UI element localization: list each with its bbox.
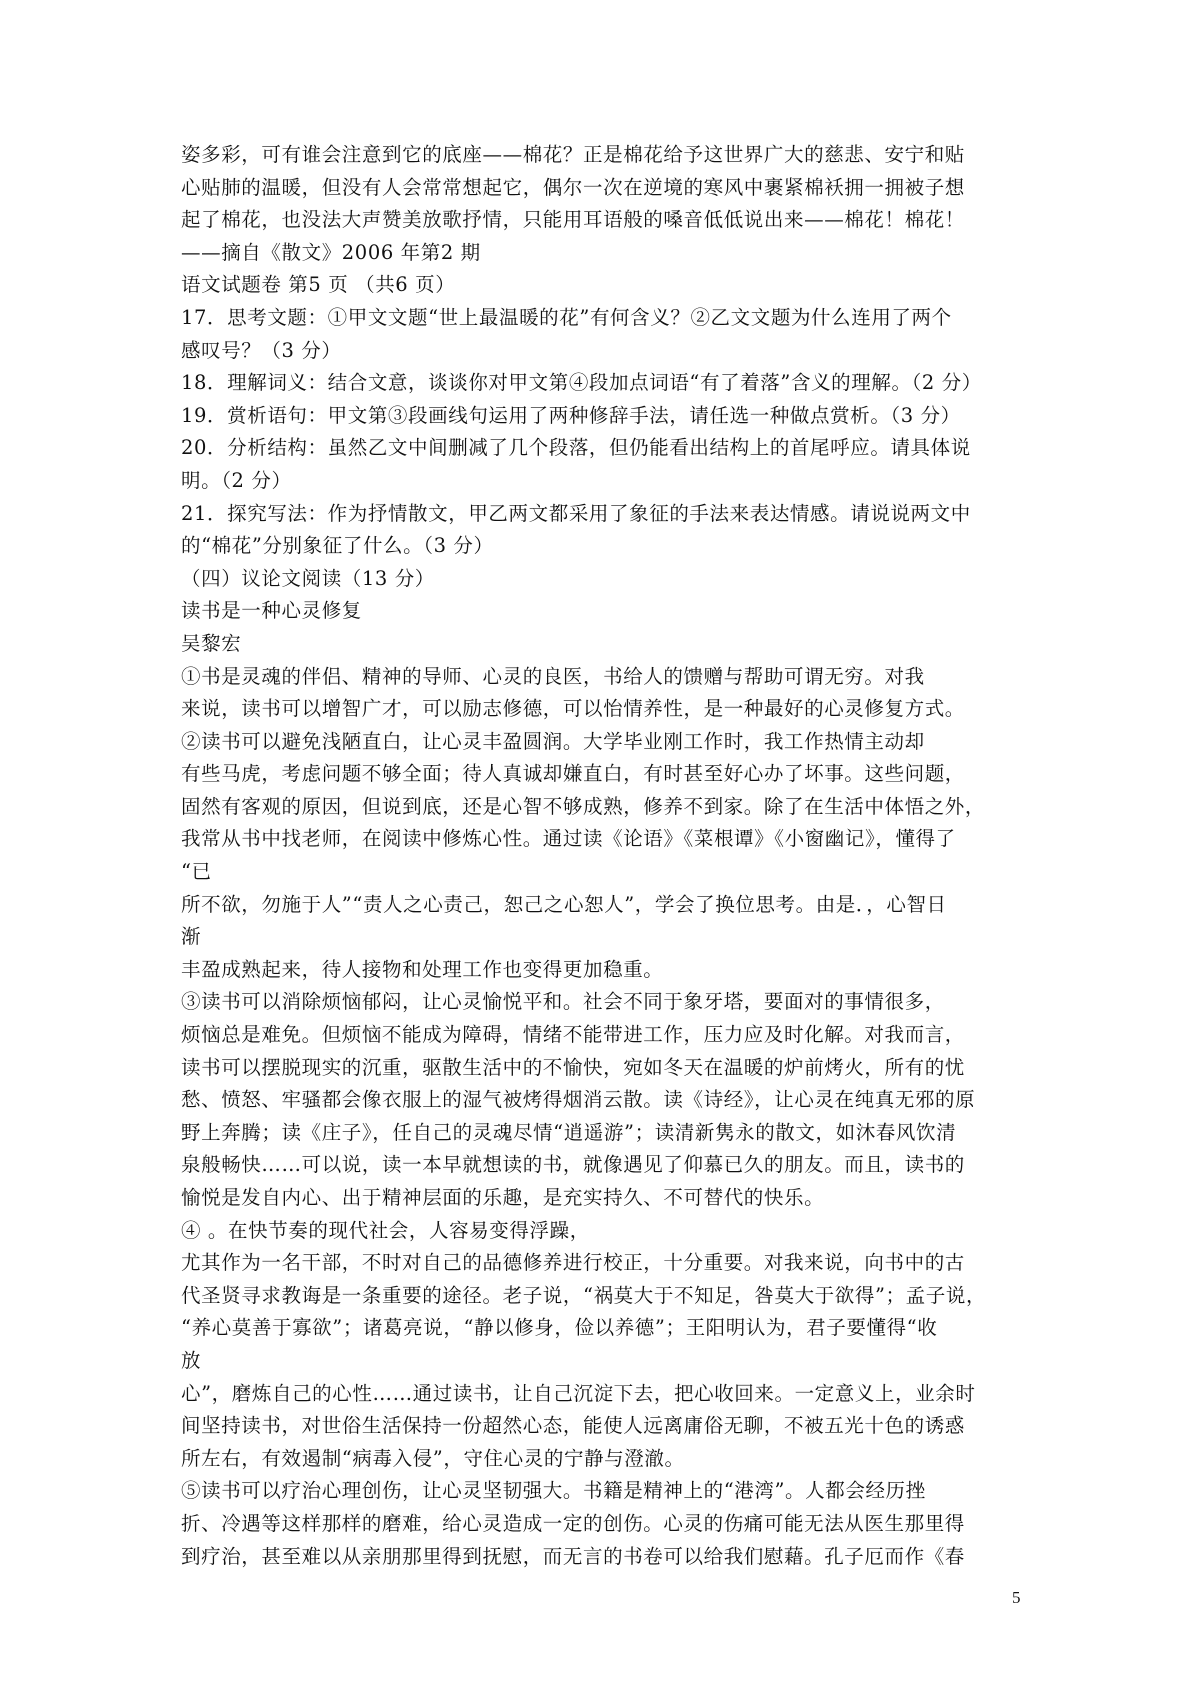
text-line: 所左右，有效遏制“病毒入侵”，守住心灵的宁静与澄澈。 bbox=[181, 1446, 685, 1470]
text-line: 姿多彩，可有谁会注意到它的底座——棉花？正是棉花给予这世界广大的慈悲、安宁和贴 bbox=[181, 143, 965, 166]
text-line: 野上奔腾；读《庄子》，任自己的灵魂尽情“逍遥游”；读清新隽永的散文，如沐春风饮清 bbox=[181, 1120, 957, 1144]
text-line: 折、冷遇等这样那样的磨难，给心灵造成一定的创伤。心灵的伤痛可能无法从医生那里得 bbox=[181, 1511, 965, 1535]
text-line: 泉般畅快……可以说，读一本早就想读的书，就像遇见了仰慕已久的朋友。而且，读书的 bbox=[181, 1153, 965, 1177]
text-line: 心”，磨炼自己的心性……通过读书，让自己沉淀下去，把心收回来。一定意义上，业余时 bbox=[181, 1381, 976, 1405]
text-line: 感叹号？（3 分） bbox=[181, 338, 342, 362]
text-line: 17．思考文题：①甲文文题“世上最温暖的花”有何含义？②乙文文题为什么连用了两个 bbox=[181, 305, 952, 329]
text-line: 愁、愤怒、牢骚都会像衣服上的湿气被烤得烟消云散。读《诗经》，让心灵在纯真无邪的原 bbox=[181, 1088, 976, 1112]
text-line: 读书可以摆脱现实的沉重，驱散生活中的不愉快，宛如冬天在温暖的炉前烤火，所有的忧 bbox=[181, 1055, 965, 1079]
text-line: ②读书可以避免浅陋直白，让心灵丰盈圆润。大学毕业刚工作时，我工作热情主动却 bbox=[181, 729, 925, 753]
text-line: 明。（2 分） bbox=[181, 468, 292, 492]
text-line: 语文试题卷 第5 页 （共6 页） bbox=[181, 273, 456, 297]
text-line: （四）议论文阅读（13 分） bbox=[181, 566, 435, 590]
text-line: 愉悦是发自内心、出于精神层面的乐趣，是充实持久、不可替代的快乐。 bbox=[181, 1186, 825, 1209]
text-line: 来说，读书可以增智广才，可以励志修德，可以怡情养性，是一种最好的心灵修复方式。 bbox=[181, 697, 965, 721]
text-line: 代圣贤寻求教诲是一条重要的途径。老子说，“祸莫大于不知足，咎莫大于欲得”；孟子说， bbox=[181, 1283, 987, 1307]
text-line: ④ 。在快节奏的现代社会，人容易变得浮躁， bbox=[181, 1218, 590, 1242]
text-line: 到疗治，甚至难以从亲朋那里得到抚慰，而无言的书卷可以给我们慰藉。孔子厄而作《春 bbox=[181, 1544, 965, 1568]
text-line: 心贴肺的温暖，但没有人会常常想起它，偶尔一次在逆境的寒风中裹紧棉袄拥一拥被子想 bbox=[181, 175, 965, 199]
text-line: 有些马虎，考虑问题不够全面；待人真诚却嫌直白，有时甚至好心办了坏事。这些问题， bbox=[181, 762, 965, 786]
text-line: 渐 bbox=[181, 925, 202, 949]
text-line: 固然有客观的原因，但说到底，还是心智不够成熟，修养不到家。除了在生活中体悟之外， bbox=[181, 794, 986, 818]
text-line: 21．探究写法：作为抒情散文，甲乙两文都采用了象征的手法来表达情感。请说说两文中 bbox=[181, 501, 971, 525]
text-line: 所不欲，勿施于人”“责人之心责己，恕己之心恕人”，学会了换位思考。由是．，心智日 bbox=[181, 892, 947, 916]
text-line: 吴黎宏 bbox=[181, 631, 242, 655]
page-body-text bbox=[181, 139, 1041, 1573]
text-line: 放 bbox=[181, 1348, 202, 1372]
text-line: “已 bbox=[181, 860, 212, 884]
text-line: 间坚持读书，对世俗生活保持一份超然心态，能使人远离庸俗无聊，不被五光十色的诱惑 bbox=[181, 1414, 965, 1438]
text-line: 20．分析结构：虽然乙文中间删减了几个段落，但仍能看出结构上的首尾呼应。请具体说 bbox=[181, 436, 971, 460]
text-line: 18．理解词义：结合文意，谈谈你对甲文第④段加点词语“有了着落”含义的理解。（2 分） bbox=[181, 371, 982, 395]
text-line: 烦恼总是难免。但烦恼不能成为障碍，情绪不能带进工作，压力应及时化解。对我而言， bbox=[181, 1023, 965, 1047]
text-line: 起了棉花，也没法大声赞美放歌抒情，只能用耳语般的嗓音低低说出来——棉花！棉花！ bbox=[181, 208, 965, 232]
text-line: 我常从书中找老师，在阅读中修炼心性。通过读《论语》《菜根谭》《小窗幽记》，懂得了 bbox=[181, 827, 956, 851]
text-line: ——摘自《散文》2006 年第2 期 bbox=[181, 240, 481, 264]
text-line: 19．赏析语句：甲文第③段画线句运用了两种修辞手法，请任选一种做点赏析。（3 分） bbox=[181, 403, 961, 427]
text-line: 读书是一种心灵修复 bbox=[181, 599, 362, 623]
text-line: “养心莫善于寡欲”；诸葛亮说，“静以修身，俭以养德”；王阳明认为，君子要懂得“收 bbox=[181, 1316, 938, 1340]
page-number: 5 bbox=[1012, 1588, 1021, 1607]
text-line: 的“棉花”分别象征了什么。（3 分） bbox=[181, 534, 494, 558]
text-line: ③读书可以消除烦恼郁闷，让心灵愉悦平和。社会不同于象牙塔，要面对的事情很多， bbox=[181, 990, 945, 1014]
text-line: 丰盈成熟起来，待人接物和处理工作也变得更加稳重。 bbox=[181, 957, 664, 981]
text-line: 尤其作为一名干部，不时对自己的品德修养进行校正，十分重要。对我来说，向书中的古 bbox=[181, 1251, 965, 1275]
text-line: ⑤读书可以疗治心理创伤，让心灵坚韧强大。书籍是精神上的“港湾”。人都会经历挫 bbox=[181, 1479, 926, 1503]
text-line: ①书是灵魂的伴侣、精神的导师、心灵的良医，书给人的馈赠与帮助可谓无穷。对我 bbox=[181, 664, 925, 688]
